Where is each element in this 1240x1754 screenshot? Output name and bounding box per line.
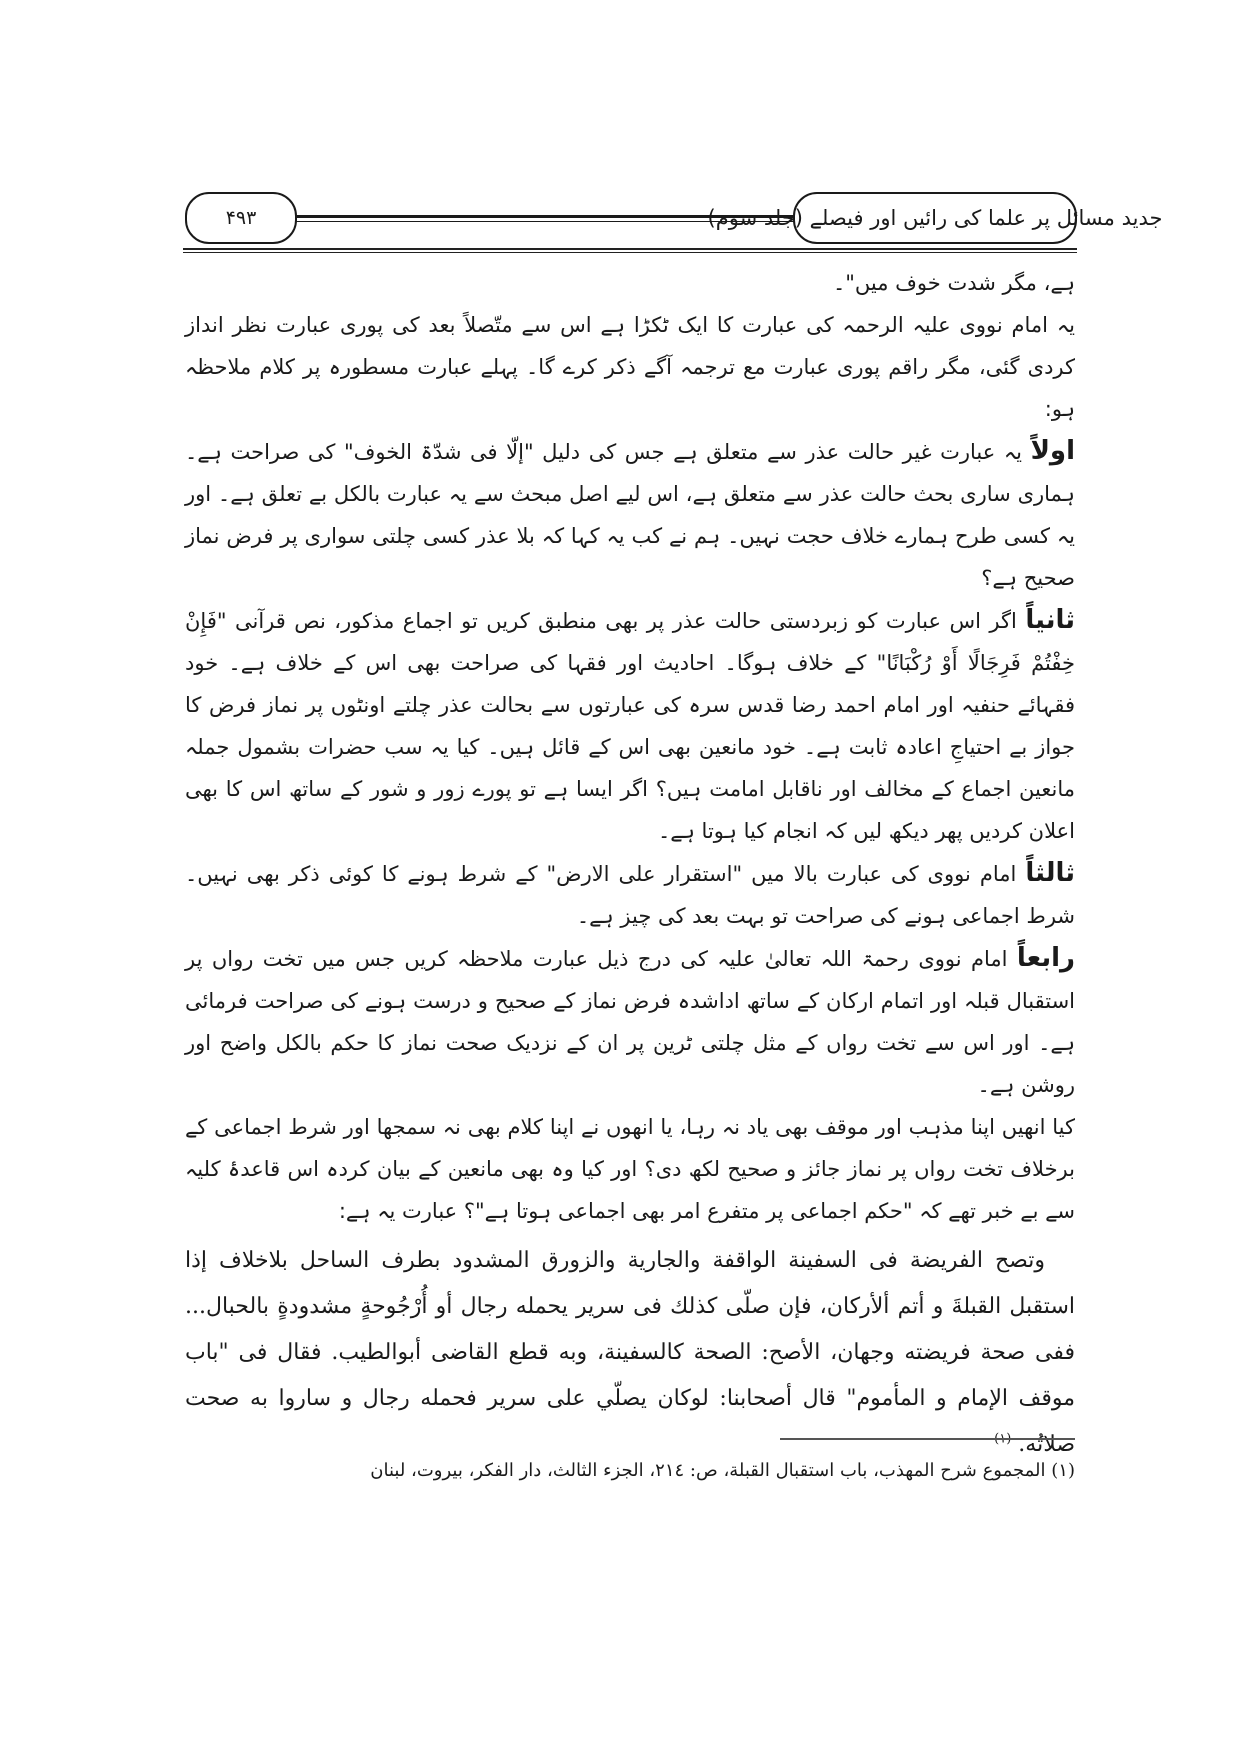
paragraph-first-point: اولاً یہ عبارت غیر حالت عذر سے متعلق ہے جس کی دلیل "إلّا فی شدّۃ الخوف" کی صراحت ہے۔ ہماری ساری بحث حالت عذر سے متعلق ہے، اس لیے اصل مبحث سے یہ عبارت بالکل بے تعلق ہے۔ اور یہ کسی طرح ہمارے خلاف حجت نہیں۔ ہم نے کب یہ کہا کہ بلا عذر کسی چلتی سواری پر فرض نماز صحیح ہے؟ <box>185 436 1075 590</box>
book-title: جدید مسائل پر علما کی رائیں اور فیصلے (جلد سوم) <box>707 206 1163 230</box>
arabic-quotation: وتصح الفريضة فى السفينة الواقفة والجارية والزورق المشدود بطرف الساحل بلاخلاف إذا استقبل القبلةَ و أتم ألأركان، فإن صلّى كذلك فى سرير يحمله رجال أو أُرْجُوحةٍ مشدودةٍ بالحبال... ففى صحة فريضته وجهان، الأصح: الصحة كالسفينة، وبه قطع القاضى أبوالطيب. فقال فى "باب موقف الإمام و المأموم" قال أصحابنا: لوكان يصلّي على سرير فحمله رجال و ساروا به صحت صلاتُه. $^{(۱)}$ <box>185 1248 1075 1457</box>
paragraph-fourth-point: رابعاً امام نووی رحمۃ اللہ تعالیٰ علیہ کی درج ذیل عبارت ملاحظہ کریں جس میں تخت رواں پر استقبال قبلہ اور اتمام ارکان کے ساتھ اداشدہ فرض نماز کے صحیح و درست ہونے کی صراحت فرمائی ہے۔ اور اس سے تخت رواں کے مثل چلتی ٹرین پر ان کے نزدیک صحت نماز کا حکم بالکل واضح اور روشن ہے۔ <box>185 943 1075 1097</box>
paragraph-third-point: ثالثاً امام نووی کی عبارت بالا میں "استقرار علی الارض" کے شرط ہونے کا کوئی ذکر بھی نہیں۔ شرط اجماعی ہونے کی صراحت تو بہت بعد کی چیز ہے۔ <box>185 858 1075 928</box>
book-title-box <box>707 192 1163 244</box>
paragraph-question: کیا انھیں اپنا مذہب اور موقف بھی یاد نہ رہا، یا انھوں نے اپنا کلام بھی نہ سمجھا اور شرط اجماعی کے برخلاف تخت رواں پر نماز جائز و صحیح لکھ دی؟ اور کیا وہ بھی مانعین کے بیان کردہ اس قاعدۂ کلیہ سے بے خبر تھے کہ "حکم اجماعی پر متفرع امر بھی اجماعی ہوتا ہے"؟ عبارت یہ ہے: <box>185 1115 1075 1223</box>
point-marker: رابعاً <box>1016 943 1075 973</box>
paragraph-second-point: ثانیاً اگر اس عبارت کو زبردستی حالت عذر پر بھی منطبق کریں تو اجماع مذکور، نص قرآنی "فَإِنْ خِفْتُمْ فَرِجَالًا أَوْ رُكْبَانًا" کے خلاف ہوگا۔ احادیث اور فقہا کی صراحت بھی اس کے خلاف ہے۔ خود فقہائے حنفیہ اور امام احمد رضا قدس سرہ کی عبارتوں سے بحالت عذر چلتے اونٹوں پر نماز فرض کا جواز بے احتیاجِ اعادہ ثابت ہے۔ خود مانعین بھی اس کے قائل ہیں۔ کیا یہ سب حضرات بشمول جملہ مانعین اجماع کے مخالف اور ناقابل امامت ہیں؟ اگر ایسا ہے تو پورے زور و شور کے ساتھ اس کا بھی اعلان کردیں پھر دیکھ لیں کہ انجام کیا ہوتا ہے۔ <box>185 605 1075 843</box>
footnote-separator <box>780 1438 1075 1440</box>
point-marker: ثالثاً <box>1025 858 1075 888</box>
point-marker: اولاً <box>1030 436 1075 466</box>
running-header <box>183 190 1163 252</box>
point-marker: ثانیاً <box>1025 605 1075 635</box>
paragraph-intro: یہ امام نووی علیہ الرحمہ کی عبارت کا ایک ٹکڑا ہے اس سے متّصلاً بعد کی پوری عبارت نظر انداز کردی گئی، مگر راقم پوری عبارت مع ترجمہ آگے ذکر کرے گا۔ پہلے عبارت مسطورہ پر کلام ملاحظہ ہو: <box>185 313 1075 421</box>
page-number-box <box>185 192 297 244</box>
footnote-marker: (۱) <box>1051 1460 1075 1481</box>
header-double-rule <box>183 248 1077 253</box>
footnote-text: المجموع شرح المهذب، باب استقبال القبلة، ص: ٢١٤، الجزء الثالث، دار الفكر، بيروت، لبنان <box>370 1460 1046 1481</box>
footnote-reference[interactable]: (۱) <box>994 1431 1012 1447</box>
paragraph-continuation: ہے، مگر شدت خوف میں"۔ <box>832 271 1075 295</box>
footnote <box>185 1455 1075 1487</box>
body-text <box>185 262 1075 1468</box>
page-number: ۴۹۳ <box>225 207 257 229</box>
